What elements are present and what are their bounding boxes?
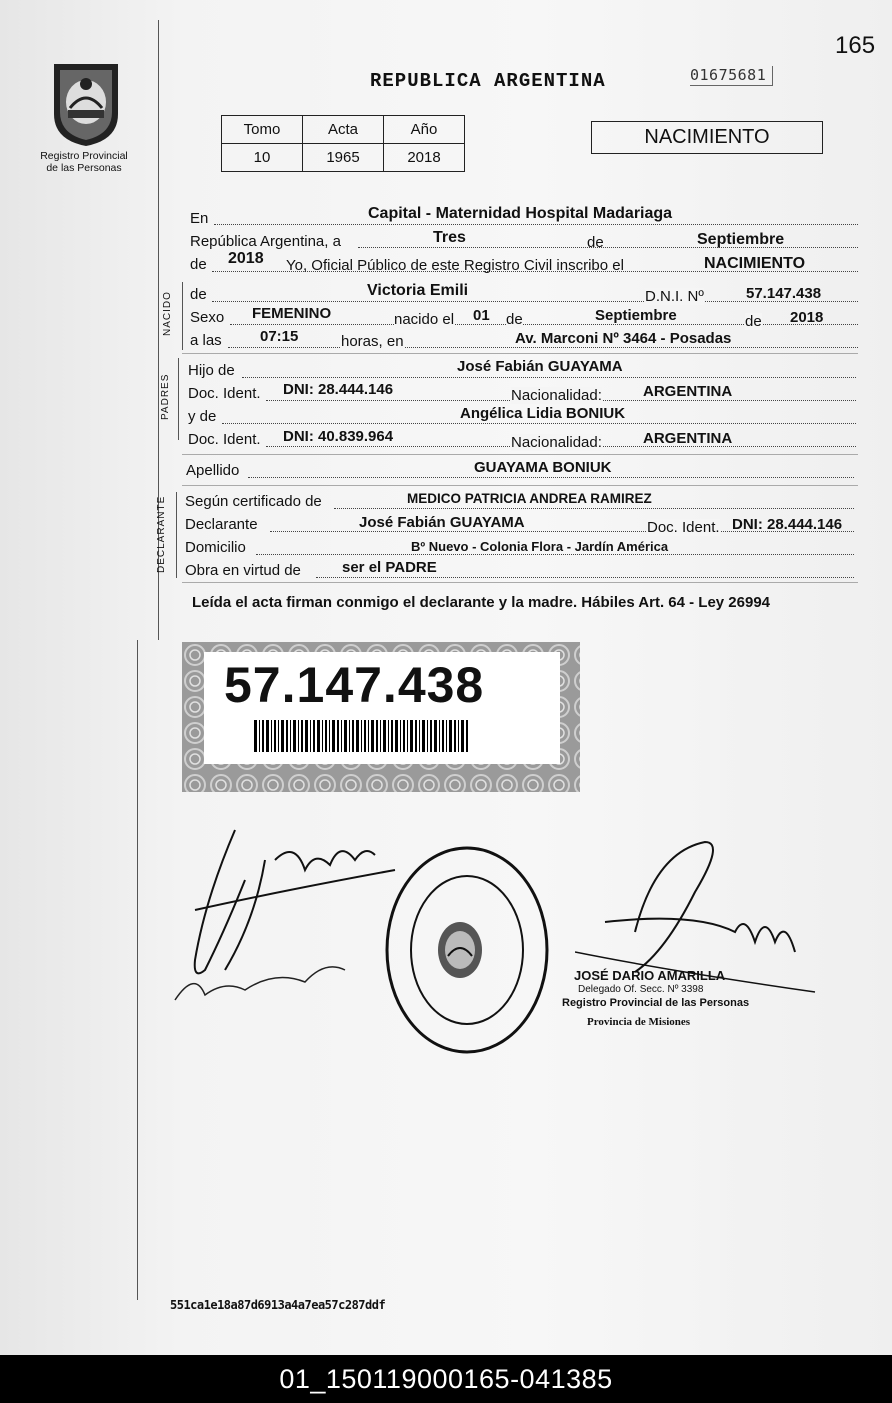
dotted-line bbox=[248, 477, 854, 478]
doc-ident-label: Doc. Ident. bbox=[188, 385, 261, 402]
acta-value: 1965 bbox=[303, 144, 384, 172]
mother-nationality-value: ARGENTINA bbox=[643, 430, 733, 447]
father-signature bbox=[165, 820, 405, 1025]
domicile-value: Bº Nuevo - Colonia Flora - Jardín América bbox=[411, 539, 669, 554]
day-words-value: Tres bbox=[433, 229, 466, 246]
province-crest-logo bbox=[46, 58, 126, 153]
dotted-line bbox=[214, 224, 858, 225]
act-type-box: NACIMIENTO bbox=[591, 121, 823, 154]
sexo-value: FEMENINO bbox=[252, 305, 332, 322]
en-label: En bbox=[190, 210, 209, 227]
doc-ident-label: Doc. Ident. bbox=[647, 519, 720, 536]
mother-name-value: Angélica Lidia BONIUK bbox=[460, 405, 626, 422]
sexo-label: Sexo bbox=[190, 309, 225, 326]
page-number: 165 bbox=[835, 32, 876, 59]
doc-ident-label: Doc. Ident. bbox=[188, 431, 261, 448]
serial-number: 01675681 bbox=[690, 66, 773, 86]
dni-card-number: 57.147.438 bbox=[224, 657, 485, 713]
declarant-value: José Fabián GUAYAMA bbox=[359, 514, 525, 531]
nacionalidad-label: Nacionalidad: bbox=[511, 387, 602, 404]
declarante-label: Declarante bbox=[185, 516, 258, 533]
official-name: JOSÉ DARIO AMARILLA bbox=[574, 968, 726, 983]
declarante-side-label: DECLARANTE bbox=[156, 495, 167, 573]
footer-code: 01_150119000165-041385 bbox=[279, 1363, 613, 1394]
hijo-de-label: Hijo de bbox=[188, 362, 235, 379]
section-divider bbox=[182, 582, 858, 583]
official-role: Delegado Of. Secc. Nº 3398 bbox=[578, 984, 704, 995]
father-nationality-value: ARGENTINA bbox=[643, 383, 733, 400]
surname-value: GUAYAMA BONIUK bbox=[474, 459, 612, 476]
book-reference-table bbox=[221, 115, 465, 172]
birth-day-value: 01 bbox=[473, 307, 490, 324]
section-bracket bbox=[176, 492, 177, 578]
child-dni-value: 57.147.438 bbox=[746, 285, 822, 302]
y-de-label: y de bbox=[188, 408, 217, 425]
place-value: Capital - Maternidad Hospital Madariaga bbox=[368, 205, 673, 222]
registry-caption: Registro Provincial de las Personas bbox=[40, 150, 128, 174]
section-divider bbox=[182, 353, 858, 354]
document-hash: 551ca1e18a87d6913a4a7ea57c287ddf bbox=[170, 1298, 386, 1312]
republica-label: República Argentina, a bbox=[190, 233, 341, 250]
mother-doc-value: DNI: 40.839.964 bbox=[283, 428, 394, 445]
domicilio-label: Domicilio bbox=[185, 539, 246, 556]
section-divider bbox=[182, 454, 858, 455]
section-divider bbox=[182, 485, 858, 486]
year-value: 2018 bbox=[228, 250, 264, 267]
de-label: de bbox=[190, 256, 207, 273]
birth-year-value: 2018 bbox=[790, 309, 824, 326]
padres-side-label: PADRES bbox=[160, 373, 171, 420]
birth-month-value: Septiembre bbox=[595, 307, 677, 324]
dotted-line bbox=[242, 377, 856, 378]
section-bracket bbox=[182, 282, 183, 350]
apellido-label: Apellido bbox=[186, 462, 240, 479]
dotted-line bbox=[256, 554, 854, 555]
de-label: de bbox=[506, 311, 523, 328]
anio-header: Año bbox=[384, 116, 465, 144]
nacido-side-label: NACIDO bbox=[162, 291, 173, 336]
acta-header: Acta bbox=[303, 116, 384, 144]
month-value: Septiembre bbox=[697, 231, 785, 248]
horas-label: horas, en bbox=[341, 333, 404, 350]
obra-label: Obra en virtud de bbox=[185, 562, 301, 579]
tomo-value: 10 bbox=[222, 144, 303, 172]
capacity-value: ser el PADRE bbox=[342, 559, 437, 576]
de-label: de bbox=[745, 313, 762, 330]
footer-code-bar bbox=[0, 1355, 892, 1403]
closing-statement: Leída el acta firman conmigo el declarante y la madre. Hábiles Art. 64 - Ley 26994 bbox=[192, 594, 771, 611]
nacionalidad-label: Nacionalidad: bbox=[511, 434, 602, 451]
dotted-line bbox=[230, 324, 858, 325]
anio-value: 2018 bbox=[384, 144, 465, 172]
registry-seal bbox=[382, 844, 552, 1061]
official-province: Provincia de Misiones bbox=[587, 1016, 691, 1028]
dni-label: D.N.I. Nº bbox=[645, 288, 704, 305]
time-value: 07:15 bbox=[260, 328, 299, 345]
de-label: de bbox=[190, 286, 207, 303]
certificado-label: Según certificado de bbox=[185, 493, 322, 510]
section-bracket bbox=[178, 358, 179, 440]
oficial-text: Yo, Oficial Público de este Registro Civil inscribo el bbox=[286, 257, 624, 274]
document-title: REPUBLICA ARGENTINA bbox=[370, 70, 606, 92]
tomo-header: Tomo bbox=[222, 116, 303, 144]
birth-address-value: Av. Marconi Nº 3464 - Posadas bbox=[515, 330, 732, 347]
father-name-value: José Fabián GUAYAMA bbox=[457, 358, 623, 375]
certificate-value: MEDICO PATRICIA ANDREA RAMIREZ bbox=[407, 491, 652, 506]
child-name-value: Victoria Emili bbox=[367, 282, 469, 299]
dotted-line bbox=[228, 347, 858, 348]
official-organization: Registro Provincial de las Personas bbox=[562, 997, 750, 1009]
nacido-el-label: nacido el bbox=[394, 311, 455, 328]
de-label: de bbox=[587, 234, 604, 251]
dotted-line bbox=[316, 577, 854, 578]
declarant-doc-value: DNI: 28.444.146 bbox=[732, 516, 843, 533]
margin-line bbox=[137, 640, 138, 1300]
dotted-line bbox=[334, 508, 854, 509]
a-las-label: a las bbox=[190, 332, 222, 349]
dotted-line bbox=[222, 423, 856, 424]
father-doc-value: DNI: 28.444.146 bbox=[283, 381, 394, 398]
act-value: NACIMIENTO bbox=[704, 255, 806, 272]
